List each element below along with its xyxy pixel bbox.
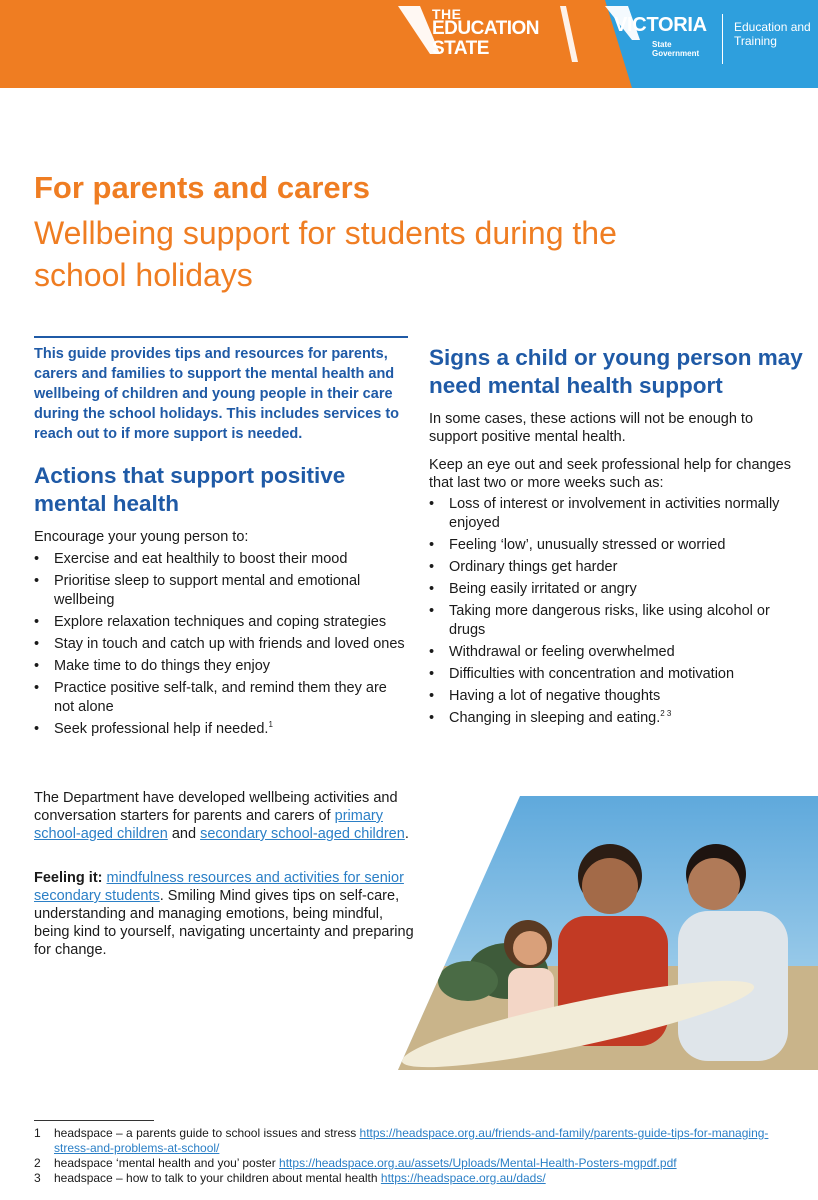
actions-heading: Actions that support positive mental health <box>34 463 346 516</box>
page-title: Wellbeing support for students during the school holidays <box>34 215 617 293</box>
footnote <box>34 1171 804 1186</box>
footnotes <box>34 1126 804 1186</box>
signs-list <box>429 495 809 731</box>
footnote-ref: 1 <box>268 720 273 729</box>
signs-heading: Signs a child or young person may need mental health support <box>429 345 803 398</box>
mindfulness-resources-link[interactable]: mindfulness resources and activities for senior secondary students <box>34 870 404 904</box>
logo-education: EDUCATION <box>432 18 540 39</box>
intro-paragraph: This guide provides tips and resources for parents, carers and families to support the mental health and wellbeing of children and young people in their care during the school holidays. This includes services to reach out to if more support is needed. <box>34 346 399 442</box>
list-item: • Ordinary things get harder <box>429 558 809 577</box>
footnote-ref: 2 3 <box>660 709 672 718</box>
footnote <box>34 1156 804 1171</box>
header-banner <box>0 0 818 88</box>
list-item: • Difficulties with concentration and motivation <box>429 665 809 684</box>
logo-state-government: State Government <box>652 40 700 58</box>
feeling-it-paragraph <box>34 869 414 959</box>
list-item: • Explore relaxation techniques and coping strategies <box>34 613 410 632</box>
feeling-it-label: Feeling it: <box>34 870 103 886</box>
audience-title: For parents and carers <box>34 170 370 205</box>
family-photo <box>398 796 818 1070</box>
list-item: • Make time to do things they enjoy <box>34 657 410 676</box>
list-item: • Feeling ‘low’, unusually stressed or worried <box>429 536 809 555</box>
secondary-children-link[interactable]: secondary school-aged children <box>200 826 405 842</box>
primary-children-link[interactable]: primary school-aged children <box>34 808 383 842</box>
department-paragraph <box>34 789 414 843</box>
footnote-link[interactable]: https://headspace.org.au/assets/Uploads/Mental-Health-Posters-mgpdf.pdf <box>279 1156 677 1170</box>
footnote-link[interactable]: https://headspace.org.au/friends-and-family/parents-guide-tips-for-managing-stress-and-problems-at-school/ <box>54 1126 769 1155</box>
department-text-3: . <box>404 826 409 842</box>
footnote-link[interactable]: https://headspace.org.au/dads/ <box>380 1171 546 1185</box>
footnote <box>34 1126 804 1156</box>
footnote-text: headspace ‘mental health and you’ poster <box>54 1156 280 1170</box>
list-item-with-ref <box>429 709 809 728</box>
list-item: • Loss of interest or involvement in activities normally enjoyed <box>429 495 809 533</box>
footnote-rule <box>34 1120 154 1121</box>
footnote-text: headspace – a parents guide to school issues and stress <box>54 1126 360 1140</box>
list-item-text: Changing in sleeping and eating. <box>449 710 661 726</box>
footnote-number: 1 <box>34 1126 41 1140</box>
signs-paragraph-1: In some cases, these actions will not be enough to support positive mental health. <box>429 411 754 445</box>
signs-paragraph-2: Keep an eye out and seek professional help for changes that last two or more weeks such as: <box>429 457 791 491</box>
education-state-logo <box>400 4 580 64</box>
list-item: • Practice positive self-talk, and remind them they are not alone <box>34 679 410 717</box>
list-item: • Being easily irritated or angry <box>429 580 809 599</box>
list-item-with-ref <box>34 720 410 739</box>
intro-rule <box>34 336 408 338</box>
actions-lead: Encourage your young person to: <box>34 529 249 545</box>
list-item: • Taking more dangerous risks, like using alcohol or drugs <box>429 602 809 640</box>
logo-divider <box>722 14 723 64</box>
list-item: • Withdrawal or feeling overwhelmed <box>429 643 809 662</box>
footnote-number: 2 <box>34 1156 41 1170</box>
logo-the: THE <box>432 6 462 22</box>
list-item: • Having a lot of negative thoughts <box>429 687 809 706</box>
feeling-it-text: . Smiling Mind gives tips on self-care, understanding and managing emotions, being mindful, being kind to yourself, navigating uncertainty and preparing for change. <box>34 888 414 958</box>
footnote-text: headspace – how to talk to your children about mental health <box>54 1171 381 1185</box>
department-name: Education and Training <box>734 20 811 48</box>
actions-list <box>34 550 410 742</box>
footnote-number: 3 <box>34 1171 41 1185</box>
list-item-text: Seek professional help if needed. <box>54 721 269 737</box>
department-text-1: The Department have developed wellbeing activities and conversation starters for parents and carers of <box>34 790 398 824</box>
victoria-logo <box>614 14 707 58</box>
list-item: • Stay in touch and catch up with friends and loved ones <box>34 635 410 654</box>
list-item: • Prioritise sleep to support mental and emotional wellbeing <box>34 572 410 610</box>
department-text-2: and <box>167 826 201 842</box>
logo-state: STATE <box>432 38 489 59</box>
list-item: • Exercise and eat healthily to boost their mood <box>34 550 410 569</box>
logo-victoria: VICTORIA <box>614 14 707 36</box>
